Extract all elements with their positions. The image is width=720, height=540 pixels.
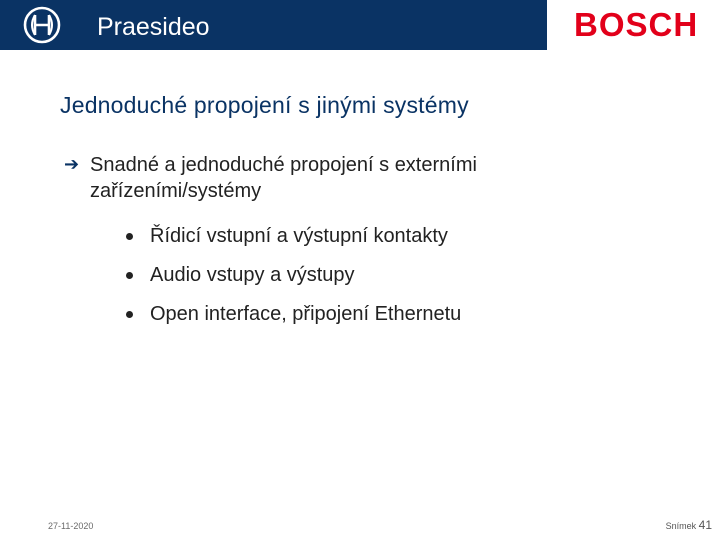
sub-bullet-list [126,223,626,340]
sub-bullet-item [126,223,626,262]
logo-area [0,0,84,50]
slide-number [666,518,712,533]
bullet-dot-icon [126,311,133,318]
product-name: Praesideo [97,13,210,41]
brand-logo: BOSCH [574,6,699,43]
slide-number-value: 41 [698,518,712,532]
bullet-dot-icon [126,272,133,279]
sub-bullet-text: Řídicí vstupní a výstupní kontakty [150,225,448,247]
bullet-dot-icon [126,233,133,240]
sub-bullet-text: Open interface, připojení Ethernetu [150,303,462,325]
slide-title: Jednoduché propojení s jinými systémy [60,92,469,118]
main-bullet-text: Snadné a jednoduché propojení s externími zařízeními/systémy [90,154,477,202]
sub-bullet-item [126,301,626,340]
brand-area [547,0,720,50]
arrow-right-icon: ➔ [64,154,80,174]
footer-date: 27-11-2020 [48,521,94,531]
bosch-armature-icon [22,5,62,45]
sub-bullet-item [126,262,626,301]
sub-bullet-text: Audio vstupy a výstupy [150,264,355,286]
slide-label: Snímek [665,521,697,531]
header-bar [0,0,720,50]
